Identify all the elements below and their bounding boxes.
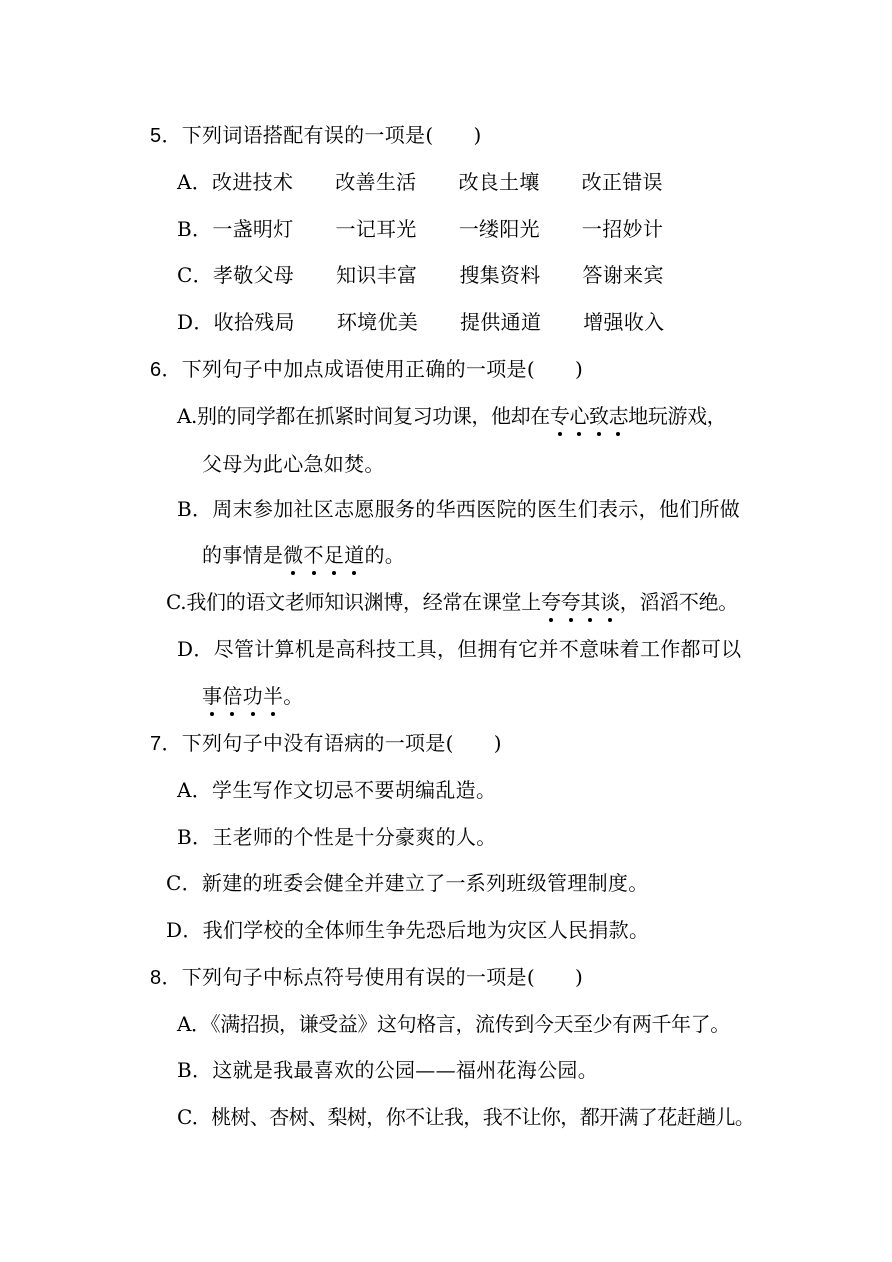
- q6-option-b-line2: [202, 542, 405, 568]
- dotted-character: 倍: [222, 684, 243, 708]
- q5-option-c-label: C．: [177, 263, 213, 287]
- q5-option-a-word: 改正错误: [581, 170, 663, 194]
- q7-option-b: [177, 824, 497, 850]
- q7-stem-text: ．下列句子中没有语病的一项是(: [161, 731, 454, 755]
- q7-number: 7: [150, 733, 162, 755]
- q6-option-a: [177, 403, 726, 429]
- q6-option-b-text-after: 的。: [364, 543, 406, 567]
- q7-option-d-label: D．: [166, 918, 203, 942]
- q8-option-a: [177, 1011, 730, 1037]
- q7-option-a-label: A．: [177, 778, 213, 802]
- q5-option-c-word: 孝敬父母: [212, 263, 295, 287]
- q5-option-c-word: 搜集资料: [459, 263, 541, 287]
- dotted-character: 足: [323, 543, 345, 567]
- q5-option-b-word: 一盏明灯: [212, 217, 294, 241]
- q5-option-d-word: 收拾残局: [213, 310, 295, 334]
- q6-option-c-text: 我们的语文老师知识渊博，经常在课堂上: [186, 590, 541, 614]
- q5-close-paren: ): [473, 123, 482, 147]
- q7-option-d-text: 我们学校的全体师生争先恐后地为灾区人民捐款。: [202, 918, 650, 942]
- q7-option-b-text: 王老师的个性是十分豪爽的人。: [212, 825, 497, 849]
- dotted-character: 其: [580, 590, 601, 614]
- dotted-character: 志: [608, 404, 629, 428]
- q6-option-c: [166, 589, 738, 615]
- q6-option-b-text: 周末参加社区志愿服务的华西医院的医生们表示，他们所做: [212, 497, 741, 521]
- q6-option-c-label: C.: [166, 590, 187, 614]
- q5-option-c-word: 答谢来宾: [582, 263, 664, 287]
- q7-close-paren: ): [493, 731, 502, 755]
- q5-option-d: [177, 309, 664, 335]
- q8-option-c-label: C．: [177, 1105, 212, 1129]
- q8-option-a-text: 《满招损，谦受益》这句格言，流传到今天至少有两千年了。: [210, 1012, 730, 1036]
- q5-option-c-word: 知识丰富: [336, 263, 418, 287]
- dotted-character: 道: [344, 543, 365, 567]
- q6-option-a-text: 别的同学都在抓紧时间复习功课，他却在: [197, 404, 550, 428]
- q6-number: 6: [150, 359, 162, 381]
- dotted-character: 功: [242, 684, 263, 708]
- q7-option-b-label: B．: [177, 825, 213, 849]
- q6-option-a-label: A.: [177, 404, 198, 428]
- q6-option-d-text-after: 。: [283, 684, 304, 708]
- q5-option-b-word: 一记耳光: [335, 217, 417, 241]
- q8-stem-text: ．下列句子中标点符号使用有误的一项是(: [161, 965, 535, 989]
- q8-option-b: [177, 1057, 598, 1083]
- q5-option-b-word: 一缕阳光: [458, 217, 540, 241]
- dotted-character: 夸: [540, 590, 561, 614]
- dotted-character: 致: [589, 404, 609, 428]
- q8-stem: [150, 964, 583, 991]
- q7-stem: [150, 730, 502, 757]
- q5-option-a-label: A．: [177, 170, 213, 194]
- dotted-character: 事: [202, 684, 223, 708]
- dotted-character: 半: [262, 684, 284, 708]
- q5-option-a: [177, 169, 663, 195]
- q8-option-b-label: B．: [177, 1058, 213, 1082]
- q6-stem: [150, 356, 583, 383]
- q7-option-a-text: 学生写作文切忌不要胡编乱造。: [212, 778, 497, 802]
- q5-option-b: [177, 216, 663, 242]
- q5-option-d-word: 环境优美: [336, 310, 419, 334]
- q5-option-b-word: 一招妙计: [581, 217, 664, 241]
- q6-close-paren: ): [574, 357, 584, 381]
- q6-option-b-text-before: 的事情是: [202, 543, 284, 567]
- q6-option-a-line2: [202, 451, 385, 477]
- q7-option-d: [166, 917, 649, 943]
- q8-option-a-label: A．: [177, 1012, 211, 1036]
- q6-option-d-label: D．: [177, 637, 214, 661]
- q6-option-d: [177, 636, 741, 662]
- q6-option-d-text: 尽管计算机是高科技工具，但拥有它并不意味着工作都可以: [213, 637, 742, 661]
- q5-stem-text: ．下列词语搭配有误的一项是(: [161, 123, 434, 147]
- q8-option-b-text: 这就是我最喜欢的公园——福州花海公园。: [212, 1058, 599, 1082]
- q5-option-d-label: D．: [177, 310, 214, 334]
- q8-option-c: [177, 1104, 754, 1130]
- q5-stem: [150, 122, 482, 149]
- dotted-character: 心: [569, 404, 590, 428]
- q5-option-d-word: 提供通道: [460, 310, 542, 334]
- q8-number: 8: [150, 967, 162, 989]
- q6-stem-text: ．下列句子中加点成语使用正确的一项是(: [161, 357, 535, 381]
- q5-option-a-word: 改善生活: [335, 170, 417, 194]
- q5-option-a-word: 改良土壤: [458, 170, 540, 194]
- dotted-character: 夸: [560, 590, 581, 614]
- q6-option-a-continuation: 父母为此心急如焚。: [202, 452, 385, 476]
- q5-number: 5: [150, 125, 162, 147]
- q5-option-d-word: 增强收入: [583, 310, 665, 334]
- dotted-character: 专: [549, 404, 570, 428]
- q7-option-a: [177, 777, 496, 803]
- q7-option-c-label: C．: [166, 871, 202, 895]
- q8-close-paren: ): [574, 965, 584, 989]
- dotted-character: 谈: [600, 590, 620, 614]
- dotted-character: 微: [283, 543, 304, 567]
- q7-option-c-text: 新建的班委会健全并建立了一系列班级管理制度。: [201, 871, 649, 895]
- dotted-character: 不: [303, 543, 324, 567]
- q6-option-b: [177, 496, 740, 522]
- q6-option-b-label: B．: [177, 497, 213, 521]
- q5-option-b-label: B．: [177, 217, 213, 241]
- q7-option-c: [166, 870, 649, 896]
- q6-option-a-text-after: 地玩游戏，: [628, 404, 727, 428]
- q6-option-d-line2: [202, 683, 304, 709]
- q5-option-c: [177, 262, 664, 288]
- q5-option-a-word: 改进技术: [212, 170, 294, 194]
- q6-option-c-text-after: ，滔滔不绝。: [619, 590, 738, 614]
- q8-option-c-text: 桃树、杏树、梨树，你不让我，我不让你，都开满了花赶趟儿。: [211, 1105, 755, 1129]
